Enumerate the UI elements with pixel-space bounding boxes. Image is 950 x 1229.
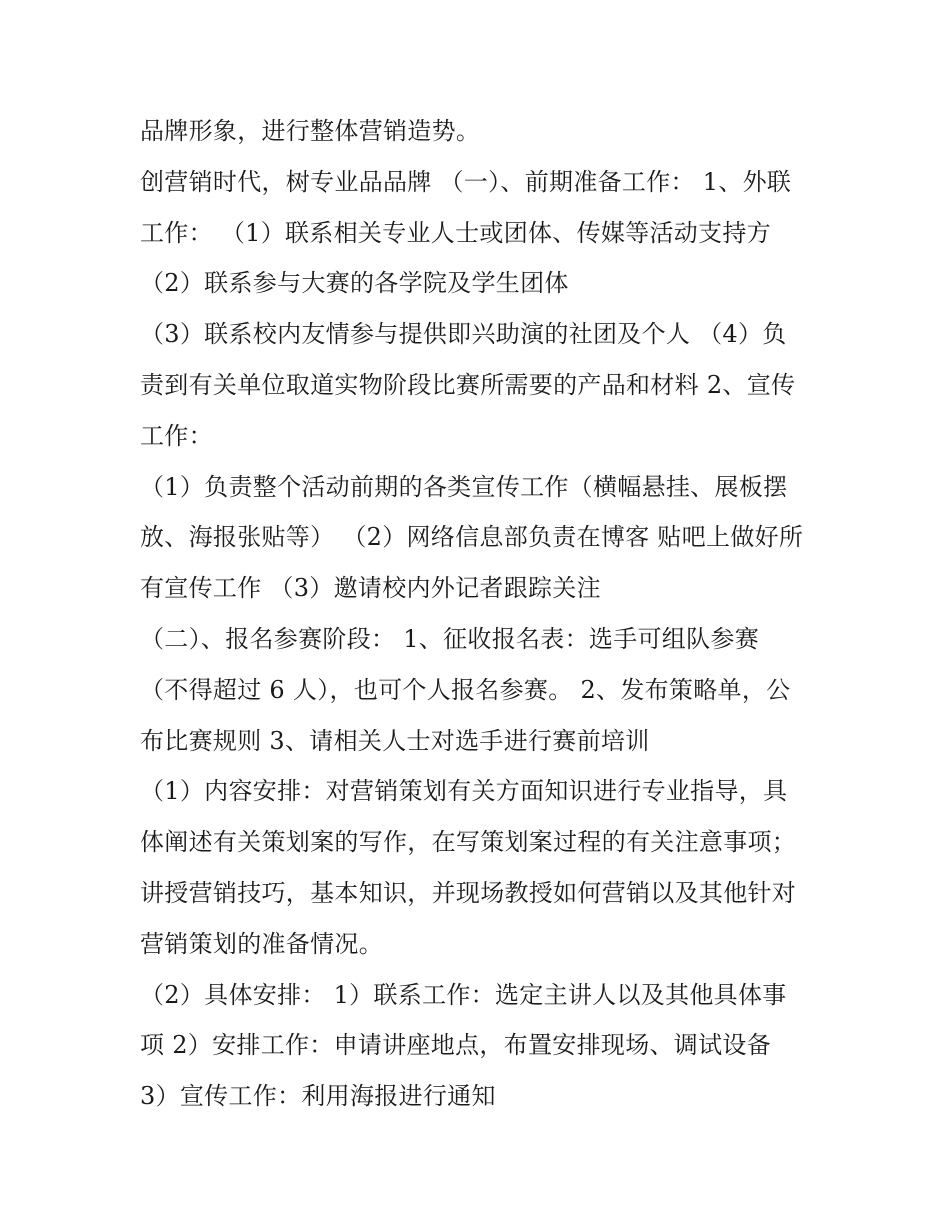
text-line: 责到有关单位取道实物阶段比赛所需要的产品和材料 2、宣传 — [140, 370, 796, 399]
text-line: （二）、报名参赛阶段： 1、征收报名表：选手可组队参赛 — [140, 624, 759, 653]
text-line: （3）联系校内友情参与提供即兴助演的社团及个人 （4）负 — [140, 320, 787, 349]
text-line: 营销策划的准备情况。 — [140, 929, 383, 958]
text-line: 工作： — [140, 421, 213, 450]
text-line: 有宣传工作 （3）邀请校内外记者跟踪关注 — [140, 574, 601, 603]
text-line: （2）联系参与大赛的各学院及学生团体 — [140, 269, 569, 298]
text-line: 放、海报张贴等） （2）网络信息部负责在博客 贴吧上做好所 — [140, 523, 804, 552]
text-line: （2）具体安排： 1）联系工作：选定主讲人以及其他具体事 — [140, 980, 787, 1009]
body-text — [140, 106, 830, 1122]
text-line: （不得超过 6 人），也可个人报名参赛。 2、发布策略单，公 — [140, 675, 791, 704]
text-line: 布比赛规则 3、请相关人士对选手进行赛前培训 — [140, 726, 650, 755]
text-line: （1）负责整个活动前期的各类宣传工作（横幅悬挂、展板摆 — [140, 472, 788, 501]
text-line: 创营销时代，树专业品品牌 （一）、前期准备工作： 1、外联 — [140, 167, 792, 196]
text-line: 3）宣传工作：利用海报进行通知 — [140, 1082, 496, 1111]
text-line: 体阐述有关策划案的写作，在写策划案过程的有关注意事项； — [140, 828, 797, 857]
text-line: 讲授营销技巧，基本知识，并现场教授如何营销以及其他针对 — [140, 878, 797, 907]
text-line: 项 2）安排工作：申请讲座地点，布置安排现场、调试设备 — [140, 1031, 771, 1060]
text-line: 品牌形象，进行整体营销造势。 — [140, 117, 481, 145]
text-line: 工作： （1）联系相关专业人士或团体、传媒等活动支持方 — [140, 218, 771, 247]
text-line: （1）内容安排：对营销策划有关方面知识进行专业指导，具 — [140, 777, 788, 806]
